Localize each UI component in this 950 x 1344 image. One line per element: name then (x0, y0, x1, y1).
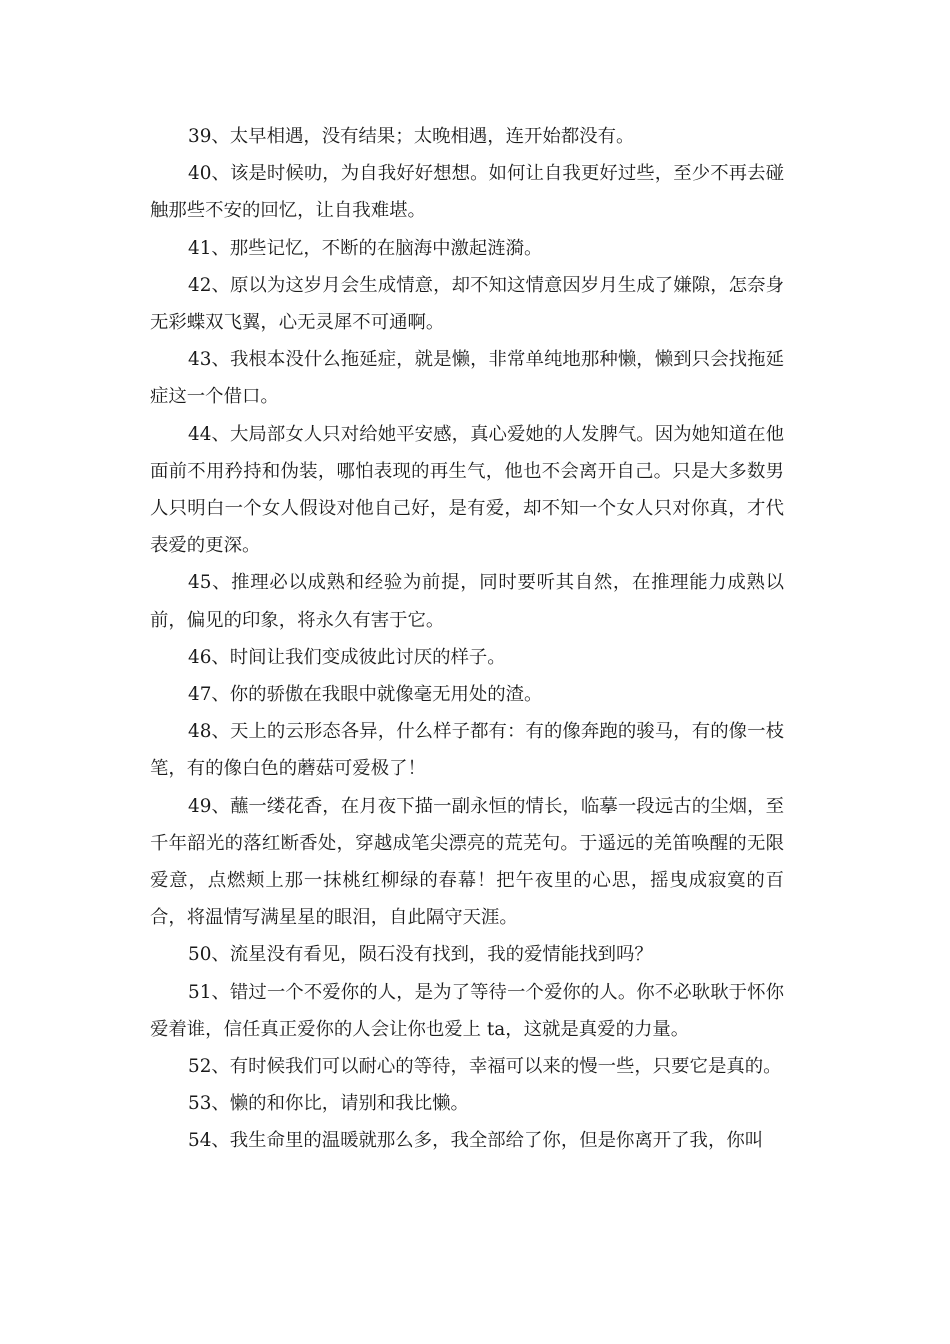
paragraph-51: 51、错过一个不爱你的人，是为了等待一个爱你的人。你不必耿耿于怀你爱着谁，信任真正爱你的人会让你也爱上 ta，这就是真爱的力量。 (150, 981, 784, 1040)
paragraph-48: 48、天上的云形态各异，什么样子都有：有的像奔跑的骏马，有的像一枝笔，有的像白色的蘑菇可爱极了！ (150, 721, 784, 780)
paragraph-41: 41、那些记忆，不断的在脑海中激起涟漪。 (188, 237, 543, 259)
paragraph-44: 44、大局部女人只对给她平安感，真心爱她的人发脾气。因为她知道在他面前不用矜持和伪装，哪怕表现的再生气，他也不会离开自己。只是大多数男人只明白一个女人假设对他自己好，是有爱，却不知一个女人只对你真，才代表爱的更深。 (150, 423, 784, 557)
paragraph-42: 42、原以为这岁月会生成情意，却不知这情意因岁月生成了嫌隙，怎奈身无彩蝶双飞翼，心无灵犀不可通啊。 (150, 274, 784, 334)
paragraph-39: 39、太早相遇，没有结果；太晚相遇，连开始都没有。 (188, 126, 635, 147)
paragraph-49: 49、蘸一缕花香，在月夜下描一副永恒的情长，临摹一段远古的尘烟，至千年韶光的落红断香处，穿越成笔尖漂亮的荒芜句。于遥远的羌笛唤醒的无限爱意，点燃颊上那一抹桃红柳绿的春幕！把午夜里的心思，摇曳成寂寞的百合，将温情写满星星的眼泪，自此隔守天涯。 (150, 795, 784, 929)
paragraph-47: 47、你的骄傲在我眼中就像毫无用处的渣。 (188, 684, 543, 706)
paragraph-45: 45、推理必以成熟和经验为前提，同时要听其自然，在推理能力成熟以前，偏见的印象，将永久有害于它。 (150, 572, 784, 631)
paragraph-50: 50、流星没有看见，陨石没有找到，我的爱情能找到吗？ (188, 944, 653, 966)
paragraph-40: 40、该是时候叻，为自我好好想想。如何让自我更好过些，至少不再去碰触那些不安的回忆，让自我难堪。 (150, 163, 784, 222)
document-body (150, 118, 784, 1160)
paragraph-54: 54、我生命里的温暖就那么多，我全部给了你，但是你离开了我，你叫 (188, 1130, 764, 1152)
paragraph-53: 53、懒的和你比，请别和我比懒。 (188, 1093, 469, 1115)
paragraph-52: 52、有时候我们可以耐心的等待，幸福可以来的慢一些，只要它是真的。 (188, 1056, 782, 1078)
paragraph-43: 43、我根本没什么拖延症，就是懒，非常单纯地那种懒，懒到只会找拖延症这一个借口。 (150, 349, 784, 408)
paragraph-46: 46、时间让我们变成彼此讨厌的样子。 (188, 646, 506, 668)
